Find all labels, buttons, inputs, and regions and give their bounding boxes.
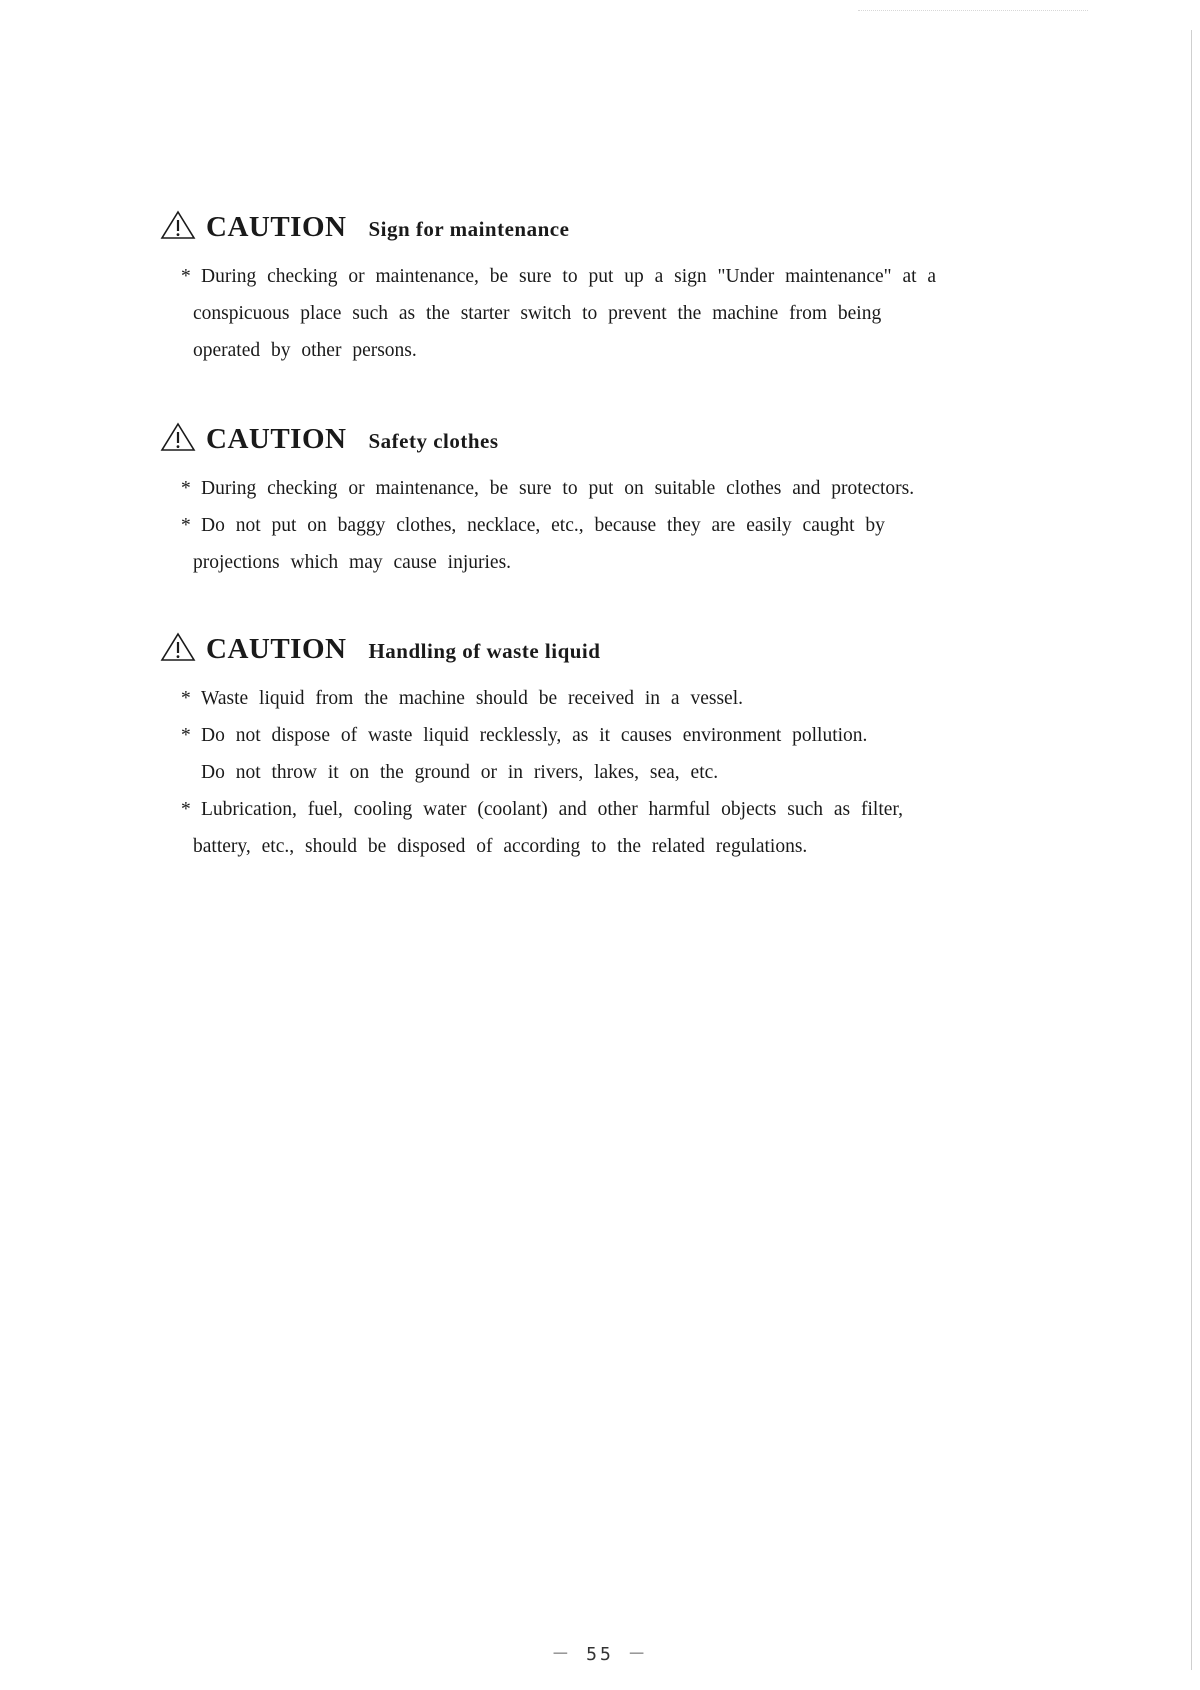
caution-section-waste-liquid: [160, 628, 1060, 865]
list-item: [160, 507, 1060, 581]
item-text-line: Do not put on baggy clothes, necklace, etc., because they are easily caught by: [201, 515, 885, 536]
caution-title: Safety clothes: [368, 429, 499, 453]
item-text-line: operated by other persons.: [193, 340, 417, 361]
item-text-line: Waste liquid from the machine should be received in a vessel.: [201, 688, 743, 709]
item-text-line: During checking or maintenance, be sure to put up a sign "Under maintenance" at a: [201, 266, 937, 287]
scan-artifact-dots: [858, 10, 1088, 11]
item-text-line: During checking or maintenance, be sure to put on suitable clothes and protectors.: [201, 478, 915, 499]
warning-triangle-icon: [160, 210, 196, 240]
asterisk-bullet: *: [181, 725, 191, 746]
asterisk-bullet: *: [181, 266, 191, 287]
list-item: [160, 791, 1060, 865]
item-text-line: projections which may cause injuries.: [193, 552, 512, 573]
caution-items: [160, 258, 1060, 369]
list-item: [160, 470, 1060, 507]
caution-section-maintenance-sign: [160, 206, 1060, 369]
asterisk-bullet: *: [181, 799, 191, 820]
caution-label: CAUTION: [206, 211, 347, 243]
caution-label: CAUTION: [206, 633, 347, 665]
item-text-line: Do not dispose of waste liquid recklessly, as it causes environment pollution.: [201, 725, 868, 746]
caution-heading: [160, 628, 1060, 668]
item-text-line: Lubrication, fuel, cooling water (coolant) and other harmful objects such as filter,: [201, 799, 903, 820]
caution-label: CAUTION: [206, 423, 347, 455]
list-item: [160, 717, 1060, 791]
caution-items: [160, 470, 1060, 581]
page-edge-line: [1191, 30, 1192, 1670]
asterisk-bullet: *: [181, 478, 191, 499]
asterisk-bullet: *: [181, 688, 191, 709]
caution-title: Handling of waste liquid: [368, 639, 601, 663]
page-number: － 55 －: [551, 1644, 649, 1665]
caution-title: Sign for maintenance: [368, 217, 570, 241]
caution-items: [160, 680, 1060, 865]
item-text-line: battery, etc., should be disposed of according to the related regulations.: [193, 836, 808, 857]
warning-triangle-icon: [160, 422, 196, 452]
caution-heading: [160, 418, 1060, 458]
warning-triangle-icon: [160, 632, 196, 662]
caution-heading: [160, 206, 1060, 246]
asterisk-bullet: *: [181, 515, 191, 536]
list-item: [160, 680, 1060, 717]
list-item: [160, 258, 1060, 369]
item-text-line: Do not throw it on the ground or in rivers, lakes, sea, etc.: [201, 762, 719, 783]
caution-section-safety-clothes: [160, 418, 1060, 581]
item-text-line: conspicuous place such as the starter switch to prevent the machine from being: [193, 303, 882, 324]
